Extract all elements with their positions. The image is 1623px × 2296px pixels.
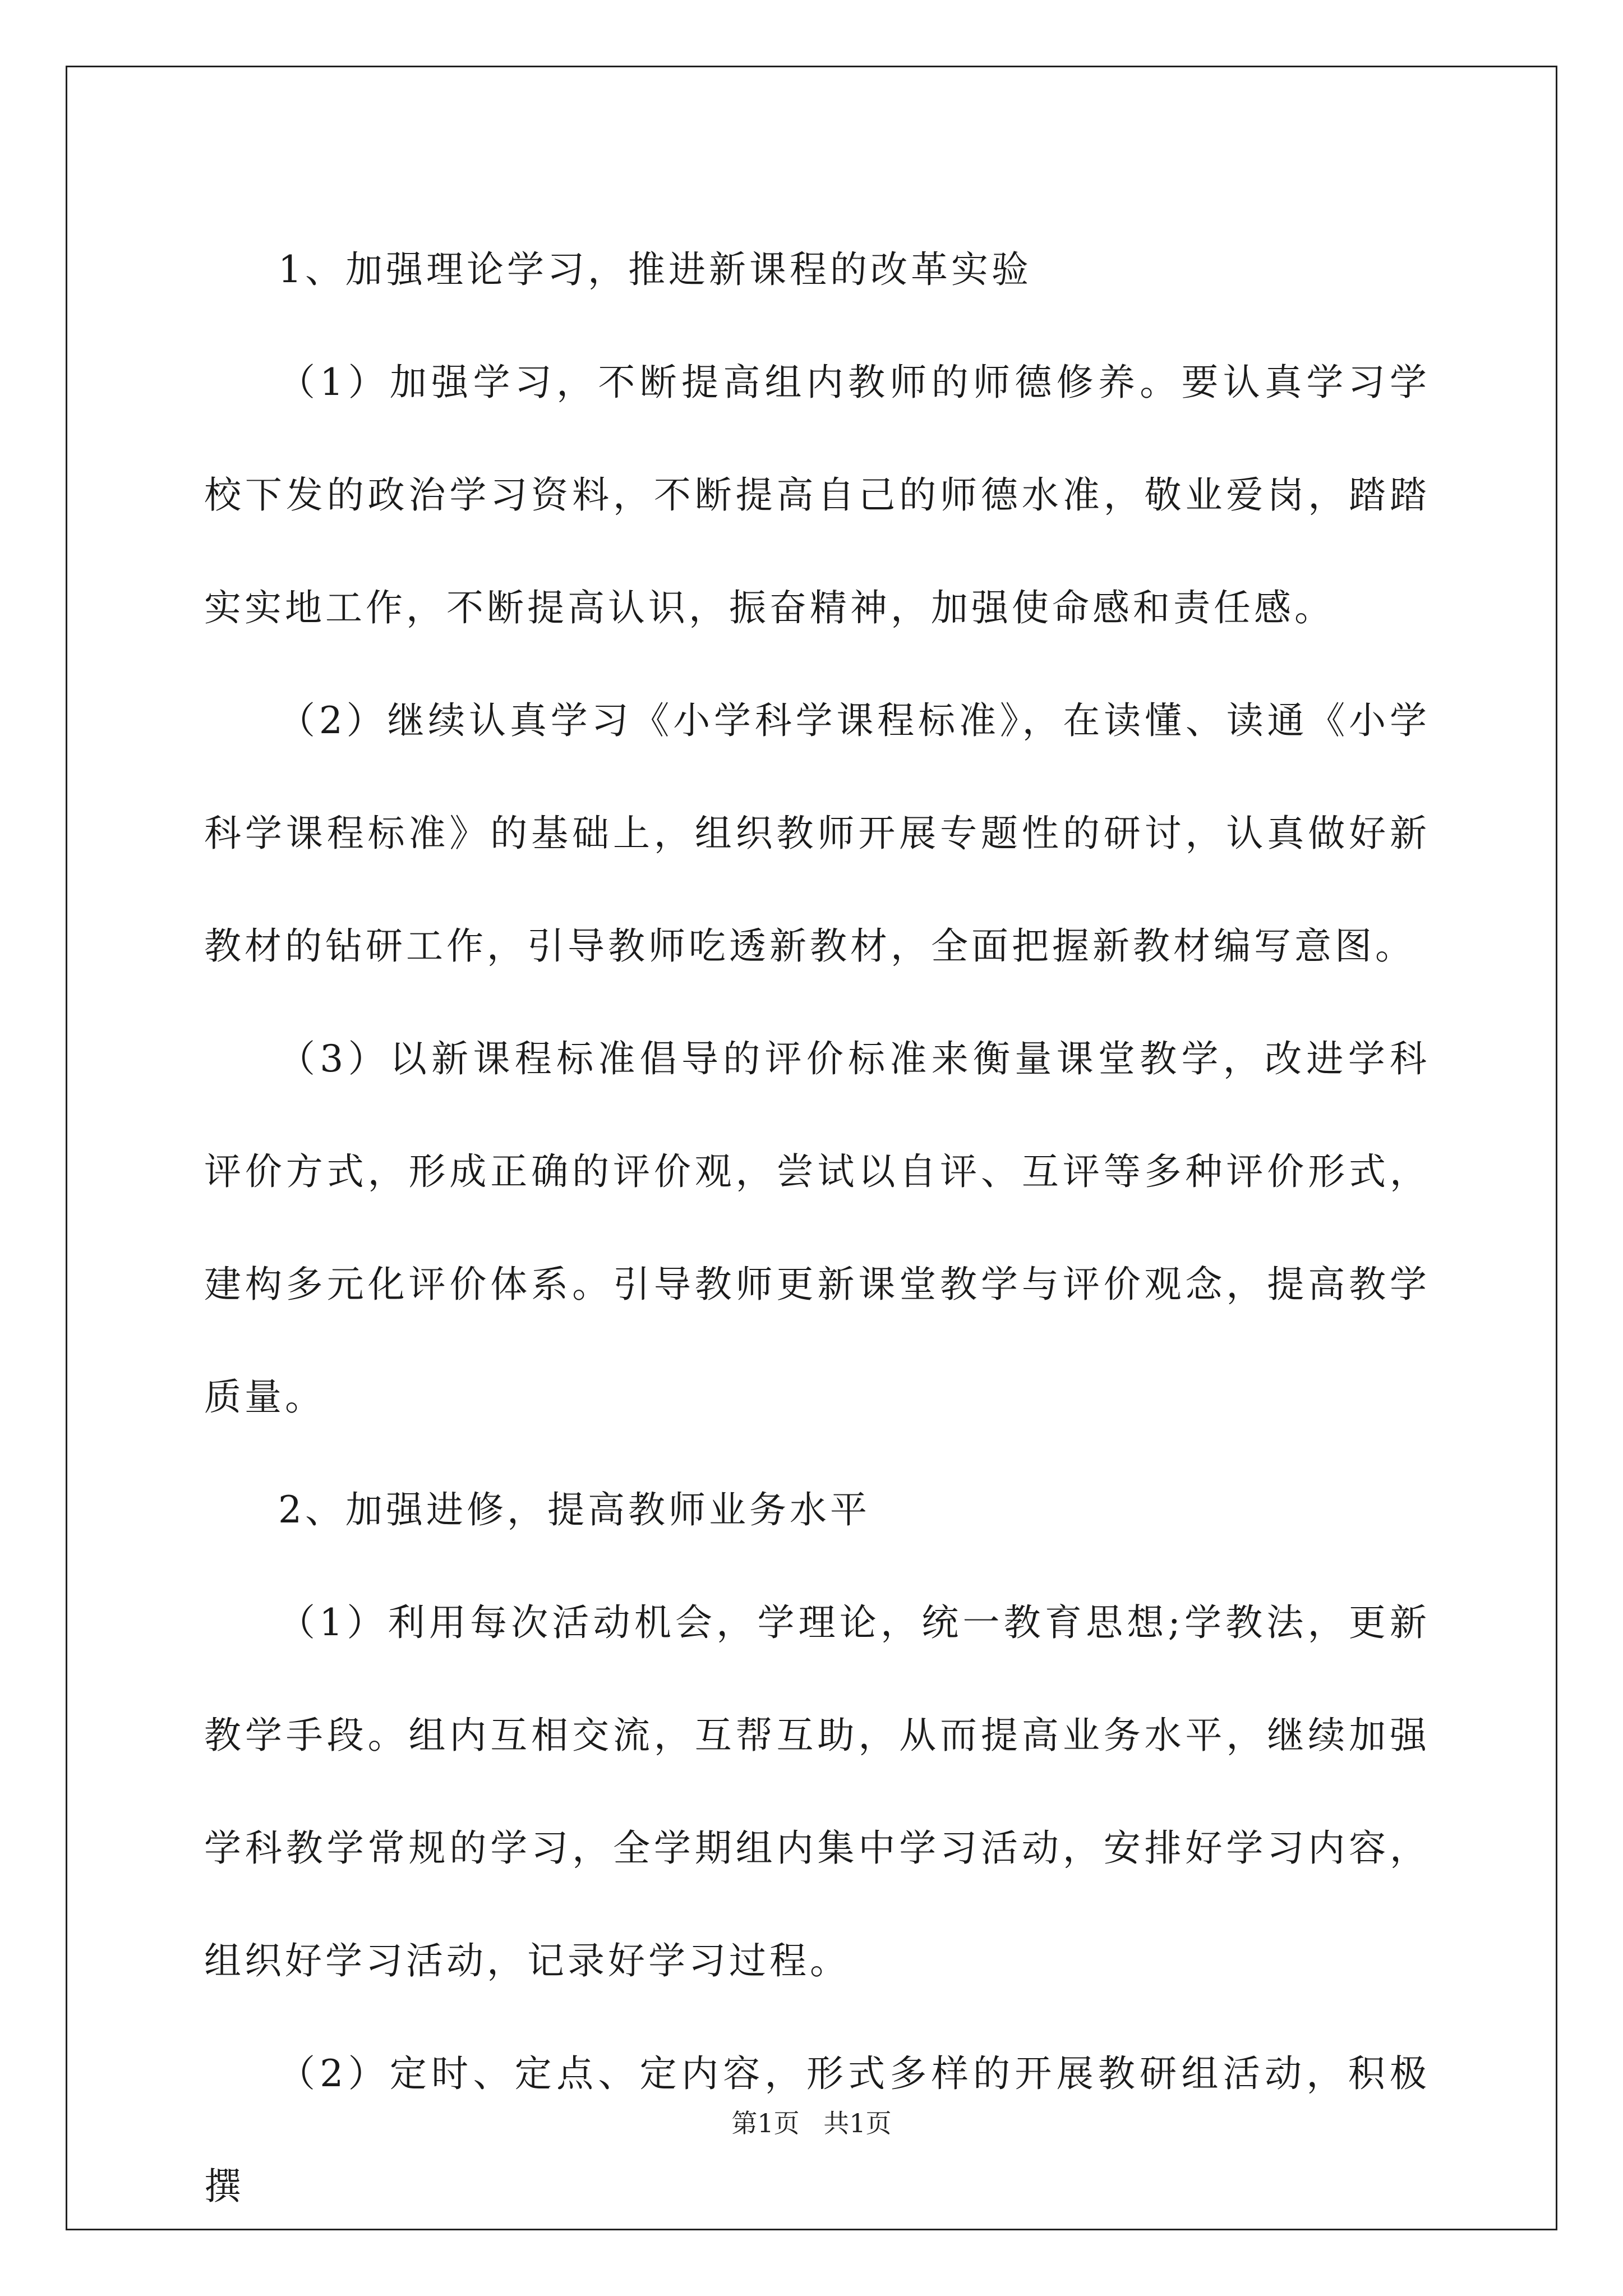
section-heading-1: 1、加强理论学习，推进新课程的改革实验 [278, 248, 1032, 291]
paragraph-1-2: （2）继续认真学习《小学科学课程标准》，在读懂、读通《小学科学课程标准》的基础上，组织教师开展专题性的研讨，认真做好新教材的钻研工作，引导教师吃透新教材，全面把握新教材编写意图。 [204, 699, 1430, 968]
paragraph-1-3: （3）以新课程标准倡导的评价标准来衡量课堂教学，改进学科评价方式，形成正确的评价观，尝试以自评、互评等多种评价形式，建构多元化评价体系。引导教师更新课堂教学与评价观念，提高教学质量。 [204, 1037, 1430, 1419]
page-footer [0, 2106, 1623, 2140]
paragraph-2-1: （1）利用每次活动机会，学理论，统一教育思想;学教法，更新教学手段。组内互相交流，互帮互助，从而提高业务水平，继续加强学科教学常规的学习，全学期组内集中学习活动，安排好学习内容，组织好学习活动，记录好学习过程。 [204, 1601, 1430, 1982]
page-number-total: 共1页 [823, 2108, 892, 2138]
paragraph-2-2: （2）定时、定点、定内容，形式多样的开展教研组活动，积极撰 [204, 2052, 1430, 2208]
paragraph-1-1: （1）加强学习，不断提高组内教师的师德修养。要认真学习学校下发的政治学习资料，不断提高自己的师德水准，敬业爱岗，踏踏实实地工作，不断提高认识，振奋精神，加强使命感和责任感。 [204, 361, 1430, 629]
page-number-current: 第1页 [731, 2108, 800, 2138]
section-heading-2: 2、加强进修，提高教师业务水平 [278, 1488, 870, 1531]
document-body [204, 213, 1430, 2243]
